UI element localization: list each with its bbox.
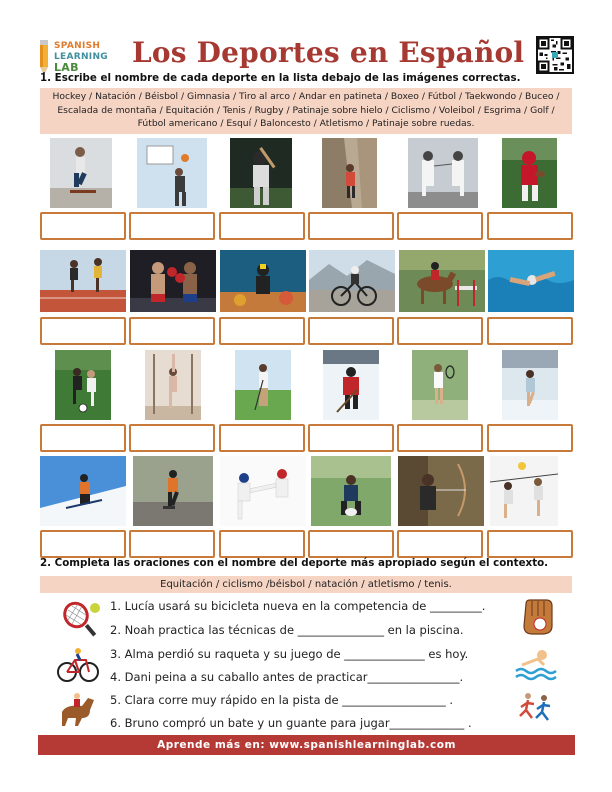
footer-banner[interactable]: Aprende más en: www.spanishlearninglab.com (38, 735, 575, 755)
bicycle-icon (56, 645, 100, 683)
logo (38, 38, 130, 76)
skateboarding-photo (50, 138, 112, 208)
equestrian-photo (399, 250, 485, 312)
soccer-photo (55, 350, 111, 420)
swimming-photo (488, 250, 574, 312)
athletics-photo (40, 250, 126, 312)
golf-photo (235, 350, 291, 420)
roller-skating-photo (133, 456, 213, 526)
logo-text-line3: LAB (54, 61, 79, 74)
swimmer-icon (514, 645, 558, 683)
answer-box-16[interactable] (308, 424, 394, 452)
page-title: Los Deportes en Español (132, 36, 525, 69)
pencil-icon (38, 40, 50, 76)
diving-photo (220, 250, 306, 312)
answer-box-13[interactable] (40, 424, 126, 452)
sentence-4: 4. Dani peina a su caballo antes de practicar________________. (110, 670, 464, 684)
skiing-photo (40, 456, 126, 526)
answer-box-9[interactable] (219, 317, 305, 345)
section2-instruction: 2. Completa las oraciones con el nombre del deporte más apropiado según el contexto. (40, 557, 549, 569)
logo-text-line1: SPANISH (54, 41, 101, 51)
qr-code-icon[interactable] (536, 36, 574, 74)
cycling-photo (309, 250, 395, 312)
section1-instruction: 1. Escribe el nombre de cada deporte en la lista debajo de las imágenes correctas. (40, 72, 521, 84)
answer-box-22[interactable] (308, 530, 394, 558)
ice-skating-photo (502, 350, 558, 420)
climbing-photo (322, 138, 377, 208)
answer-box-8[interactable] (129, 317, 215, 345)
answer-box-3[interactable] (219, 212, 305, 240)
sentence-2: 2. Noah practica las técnicas de _______________ en la piscina. (110, 623, 464, 637)
answer-box-15[interactable] (219, 424, 305, 452)
answer-box-17[interactable] (397, 424, 483, 452)
sentence-3: 3. Alma perdió su raqueta y su juego de ______________ es hoy. (110, 647, 469, 661)
baseball-photo (230, 138, 292, 208)
word-bank-1: Hockey / Natación / Béisbol / Gimnasia / Tiro al arco / Andar en patineta / Boxeo / Fútbol / Taekwondo / Buceo / Escalada de montaña / Equitación / Tenis / Rugby / Patinaje sobre hielo / Ciclismo / Voleibol / Esgrima / Golf / Fútbol americano / Esquí / Baloncesto / Atletismo / Patinaje sobre ruedas. (40, 88, 572, 134)
tennis-photo (412, 350, 468, 420)
sentence-6: 6. Bruno compró un bate y un guante para jugar_____________ . (110, 716, 472, 730)
answer-box-24[interactable] (487, 530, 573, 558)
hockey-photo (323, 350, 379, 420)
answer-box-11[interactable] (397, 317, 483, 345)
answer-box-18[interactable] (487, 424, 573, 452)
runners-icon (514, 690, 558, 728)
tennis-racket-icon (58, 600, 102, 638)
american-football-photo (502, 138, 557, 208)
archery-photo (398, 456, 484, 526)
baseball-glove-icon (516, 598, 560, 636)
horse-rider-icon (56, 690, 100, 728)
answer-box-5[interactable] (397, 212, 483, 240)
answer-box-21[interactable] (219, 530, 305, 558)
answer-box-4[interactable] (308, 212, 394, 240)
answer-box-12[interactable] (487, 317, 573, 345)
gymnastics-photo (145, 350, 201, 420)
answer-box-23[interactable] (397, 530, 483, 558)
sentence-1: 1. Lucía usará su bicicleta nueva en la competencia de _________. (110, 599, 486, 613)
answer-box-20[interactable] (129, 530, 215, 558)
word-bank-2: Equitación / ciclismo /béisbol / natación / atletismo / tenis. (40, 576, 572, 593)
answer-box-10[interactable] (308, 317, 394, 345)
answer-box-2[interactable] (129, 212, 215, 240)
answer-box-7[interactable] (40, 317, 126, 345)
answer-box-19[interactable] (40, 530, 126, 558)
boxing-photo (130, 250, 216, 312)
logo-text-line2: LEARNING (54, 52, 108, 62)
answer-box-1[interactable] (40, 212, 126, 240)
volleyball-photo (490, 456, 558, 526)
fencing-photo (408, 138, 478, 208)
answer-box-14[interactable] (129, 424, 215, 452)
basketball-photo (137, 138, 207, 208)
taekwondo-photo (220, 456, 306, 526)
answer-box-6[interactable] (487, 212, 573, 240)
sentence-5: 5. Clara corre muy rápido en la pista de __________________ . (110, 693, 454, 707)
rugby-photo (311, 456, 391, 526)
